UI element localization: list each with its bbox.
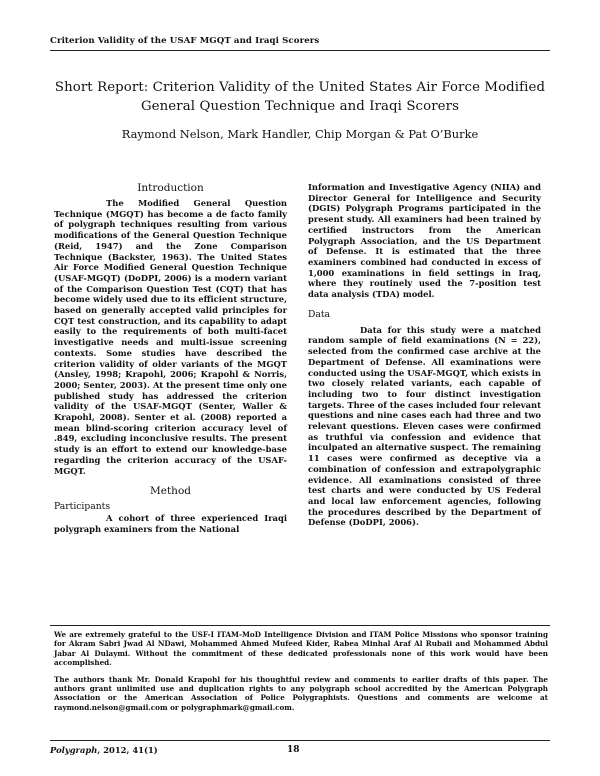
left-column xyxy=(54,182,287,535)
author-list: Raymond Nelson, Mark Handler, Chip Morgan & Pat O’Burke xyxy=(121,127,479,141)
introduction-paragraph: The Modified General Question Technique (MGQT) has become a de facto family of polygraph techniques resulting from various modifications of the General Question Technique (Reid, 1947) and the Zone Comparison Technique (Backster, 1963). The United States Air Force Modified General Question Technique (USAF-MGQT) (DoDPI, 2006) is a modern variant of the Comparison Question Test (CQT) that has become widely used due to its efficient structure, based on generally accepted valid principles for CQT test construction, and its capability to adapt easily to the requirements of both multi-facet investigative needs and multi-issue screening contexts. Some studies have described the criterion validity of older variants of the MGQT (Ansley, 1998; Krapohl, 2006; Krapohl & Norris, 2000; Senter, 2003). At the present time only one published study has addressed the criterion validity of the USAF-MGQT (Senter, Waller & Krapohl, 2008). Senter et al. (2008) reported a mean blind-scoring criterion accuracy level of .849, excluding inconclusive results. The present study is an effort to extend our knowledge-base regarding the criterion accuracy of the USAF-MGQT. xyxy=(54,198,287,476)
authors-note-footnote: The authors thank Mr. Donald Krapohl for his thoughtful review and comments to earlier drafts of this paper. The authors grant unlimited use and duplication rights to any polygraph school accredited by the American Polygraph Association or the American Association of Police Polygraphists. Questions and comments are welcome at raymond.nelson@gmail.com or polygraphmark@gmail.com. xyxy=(54,674,548,712)
journal-citation xyxy=(50,745,158,755)
article-title: Short Report: Criterion Validity of the United States Air Force Modified General Question Technique and Iraqi Scorers xyxy=(54,80,546,114)
journal-name: Polygraph xyxy=(50,745,98,755)
introduction-heading: Introduction xyxy=(137,182,204,194)
footnotes xyxy=(54,630,548,719)
right-column xyxy=(308,182,541,528)
data-paragraph: Data for this study were a matched random sample of field examinations (N = 22), selected from the confirmed case archive at the Department of Defense. All examinations were conducted using the USAF-MGQT, which exists in two closely related variants, each capable of including two to four distinct investigation targets. Three of the cases included four relevant questions and nine cases each had three and two relevant questions. Eleven cases were confirmed as truthful via confession and evidence that inculpated an alternative suspect. The remaining 11 cases were confirmed as deceptive via a combination of confession and extrapolygraphic evidence. All examinations consisted of three test charts and were conducted by US Federal and local law enforcement agencies, following the procedures described by the Department of Defense (DoDPI, 2006). xyxy=(308,324,541,528)
participants-paragraph-continued: Information and Investigative Agency (NIIA) and Director General for Intelligence and Security (DGIS) Polygraph Programs participated in the present study. All examiners had been trained by certified instructors from the American Polygraph Association, and the US Department of Defense. It is estimated that the three examiners combined had conducted in excess of 1,000 examinations in field settings in Iraq, where they routinely used the 7-position test data analysis (TDA) model. xyxy=(308,182,541,300)
method-heading: Method xyxy=(150,485,191,498)
header-rule xyxy=(50,50,550,51)
journal-issue: , 2012, 41(1) xyxy=(97,745,158,755)
participants-heading: Participants xyxy=(54,501,111,513)
page-number: 18 xyxy=(287,745,300,755)
footnote-rule xyxy=(50,625,550,626)
participants-paragraph: A cohort of three experienced Iraqi polygraph examiners from the National xyxy=(54,513,287,534)
data-heading: Data xyxy=(308,308,331,320)
running-head: Criterion Validity of the USAF MGQT and Iraqi Scorers xyxy=(50,36,320,46)
acknowledgment-footnote: We are extremely grateful to the USF-I ITAM-MoD Intelligence Division and ITAM Police Missions who sponsor training for Akram Sabri Jwad Al NDawi, Mohammed Ahmed Mufeed Kider, Rabea Minhal Araf Al Rubaii and Mohammed Abdul Jabar Al Dulaymi. Without the commitment of these dedicated professionals none of this work would have been accomplished. xyxy=(54,630,548,668)
footer-rule xyxy=(50,740,550,741)
